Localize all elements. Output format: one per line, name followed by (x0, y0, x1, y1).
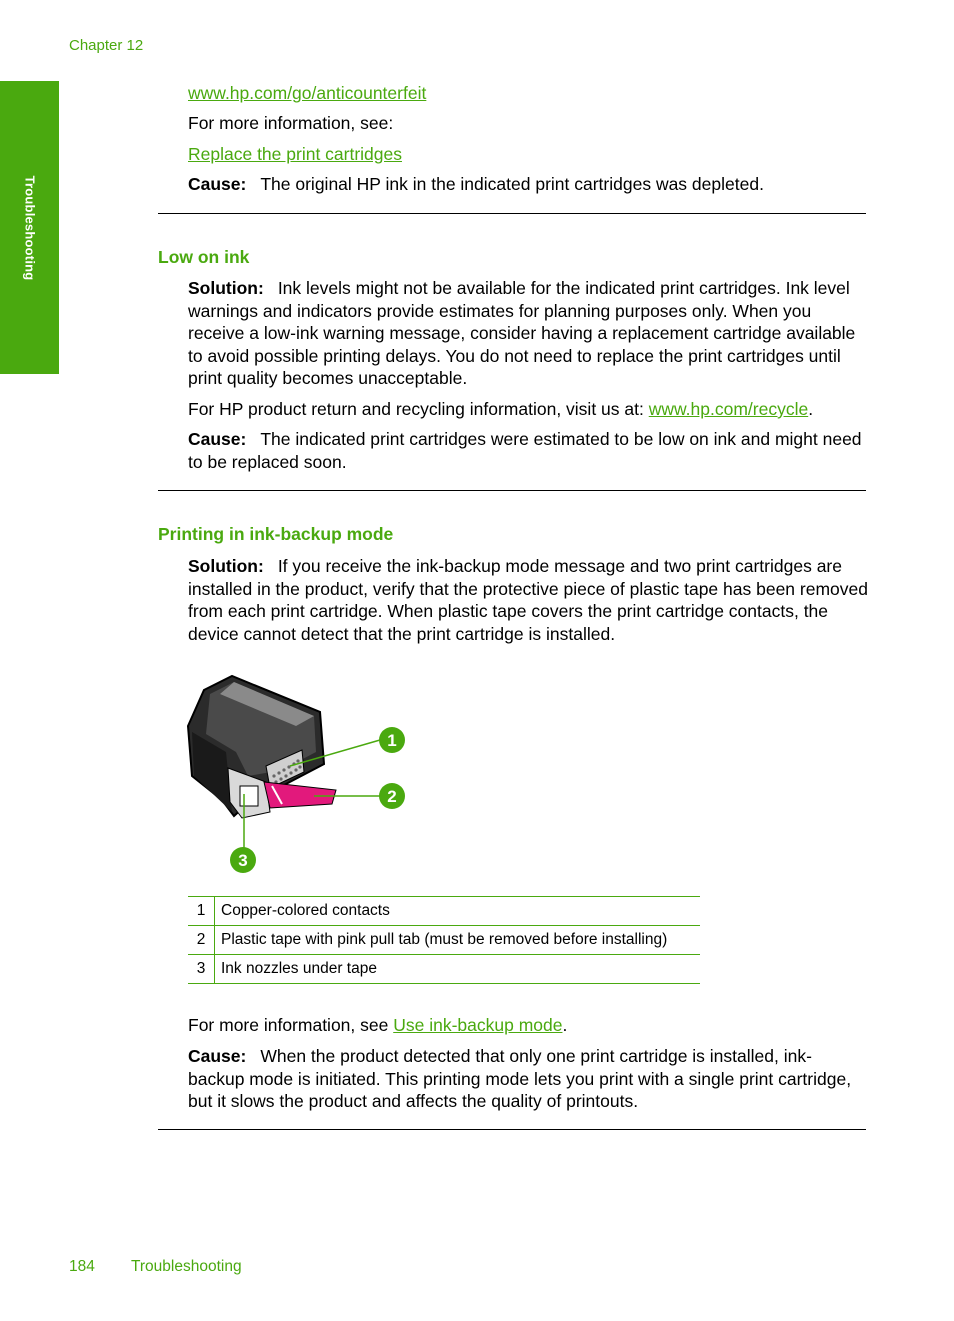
cause-text: The original HP ink in the indicated print cartridges was depleted. (260, 174, 764, 194)
legend-text: Plastic tape with pink pull tab (must be removed before installing) (215, 926, 701, 955)
cause-label: Cause: (188, 174, 247, 194)
divider (158, 490, 866, 491)
solution-text: Ink levels might not be available for the indicated print cartridges. Ink level warnings and indicators provide estimates for planning purposes only. When you receive a low-ink warning message, consider having a replacement cartridge available to avoid possible printing delays. You do not need to replace the print cartridges until print quality becomes unacceptable. (188, 278, 856, 389)
legend-text: Copper-colored contacts (215, 897, 701, 926)
print-cartridge-figure (186, 672, 418, 878)
solution-label: Solution: (188, 278, 264, 298)
more-info-text: For more information, see (188, 1015, 394, 1035)
legend-text: Ink nozzles under tape (215, 955, 701, 984)
callout-3-label: 3 (238, 851, 248, 870)
intro-cause (188, 173, 868, 196)
legend-table (188, 896, 700, 984)
recycle-link[interactable]: www.hp.com/recycle (648, 399, 809, 419)
legend-number: 3 (188, 955, 215, 984)
more-info-text: For more information, see: (188, 113, 394, 133)
table-row (188, 955, 700, 984)
period: . (562, 1015, 568, 1035)
cause-label: Cause: (188, 1046, 247, 1066)
ink-backup-heading: Printing in ink-backup mode (158, 524, 394, 544)
anticounterfeit-paragraph (188, 82, 868, 105)
divider (158, 1129, 866, 1130)
callout-1-label: 1 (387, 731, 397, 750)
legend-number: 2 (188, 926, 215, 955)
recycle-text: For HP product return and recycling information, visit us at: (188, 399, 649, 419)
ink-backup-cause (188, 1045, 868, 1113)
side-tab (0, 81, 59, 374)
legend-number: 1 (188, 897, 215, 926)
solution-text: If you receive the ink-backup mode message and two print cartridges are installed in the product, verify that the protective piece of plastic tape has been removed from each print cartridge. When plastic tape covers the print cartridge contacts, the device cannot detect that the print cartridge is installed. (188, 556, 868, 644)
cause-text: When the product detected that only one print cartridge is installed, ink-backup mode is initiated. This printing mode lets you print with a single print cartridge, but it slows the product and affects the quality of printouts. (188, 1046, 852, 1112)
ink-backup-link[interactable]: Use ink-backup mode (393, 1015, 563, 1035)
side-tab-label: Troubleshooting (22, 175, 37, 280)
low-ink-heading: Low on ink (158, 247, 250, 267)
table-row (188, 897, 700, 926)
ink-backup-more-info (188, 1014, 868, 1037)
period: . (808, 399, 814, 419)
anticounterfeit-link[interactable]: www.hp.com/go/anticounterfeit (188, 83, 427, 103)
replace-cartridges-link[interactable]: Replace the print cartridges (188, 144, 402, 164)
replace-paragraph (188, 143, 868, 166)
page-number: 184 (69, 1258, 95, 1275)
callout-2-label: 2 (387, 787, 397, 806)
cause-label: Cause: (188, 429, 247, 449)
recycle-paragraph (188, 398, 868, 421)
ink-backup-solution (188, 555, 868, 645)
low-ink-cause (188, 428, 868, 473)
cause-text: The indicated print cartridges were estimated to be low on ink and might need to be replaced soon. (188, 429, 862, 472)
table-row (188, 926, 700, 955)
footer-section: Troubleshooting (131, 1258, 242, 1275)
solution-label: Solution: (188, 556, 264, 576)
low-ink-solution (188, 277, 868, 390)
chapter-label: Chapter 12 (69, 37, 144, 54)
divider (158, 213, 866, 214)
